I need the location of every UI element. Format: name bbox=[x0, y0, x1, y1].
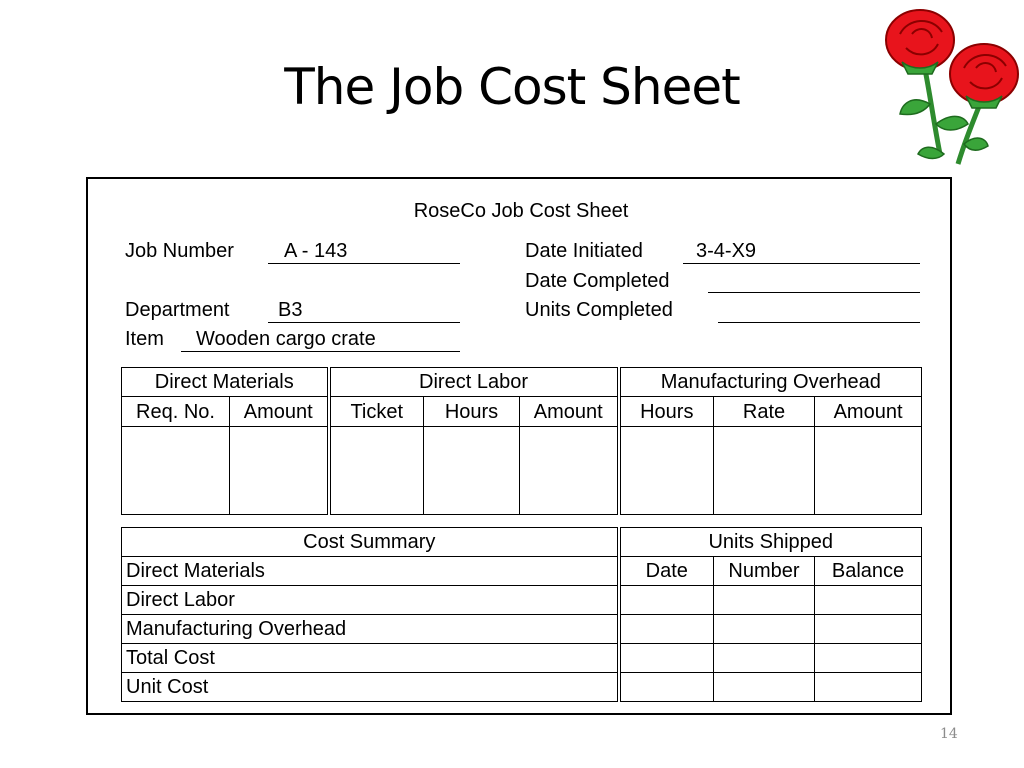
job-number-value: A - 143 bbox=[284, 240, 348, 262]
column-header: Ticket bbox=[329, 397, 424, 427]
department-value: B3 bbox=[278, 299, 303, 321]
table-cell bbox=[815, 673, 922, 702]
column-header: Rate bbox=[714, 397, 815, 427]
item-value: Wooden cargo crate bbox=[196, 328, 376, 350]
column-header: Hours bbox=[424, 397, 520, 427]
red-roses-icon bbox=[872, 4, 1022, 170]
table-cell bbox=[815, 586, 922, 615]
table-cell bbox=[714, 673, 815, 702]
table-cell bbox=[619, 586, 714, 615]
cost-summary-heading: Cost Summary bbox=[122, 528, 619, 557]
table-cell bbox=[619, 427, 714, 515]
summary-table bbox=[121, 527, 922, 702]
table-cell bbox=[619, 615, 714, 644]
column-header: Amount bbox=[230, 397, 329, 427]
summary-row-label: Direct Labor bbox=[122, 586, 619, 615]
date-initiated-label: Date Initiated bbox=[525, 240, 643, 262]
group-direct-materials: Direct Materials bbox=[122, 368, 329, 397]
units-completed-label: Units Completed bbox=[525, 299, 673, 321]
date-completed-label: Date Completed bbox=[525, 270, 670, 292]
summary-row-label: Total Cost bbox=[122, 644, 619, 673]
units-completed-line bbox=[718, 322, 920, 323]
cost-table bbox=[121, 367, 922, 515]
table-cell bbox=[520, 427, 619, 515]
item-label: Item bbox=[125, 328, 164, 350]
summary-row-label: Direct Materials bbox=[122, 557, 619, 586]
date-initiated-value: 3-4-X9 bbox=[696, 240, 757, 262]
table-cell bbox=[714, 586, 815, 615]
table-cell bbox=[424, 427, 520, 515]
page-number: 14 bbox=[940, 726, 958, 742]
group-direct-labor: Direct Labor bbox=[329, 368, 619, 397]
job-number-line bbox=[268, 263, 460, 264]
column-header: Hours bbox=[619, 397, 714, 427]
summary-row-label: Unit Cost bbox=[122, 673, 619, 702]
column-header: Number bbox=[714, 557, 815, 586]
column-header: Req. No. bbox=[122, 397, 230, 427]
item-line bbox=[181, 351, 460, 352]
department-label: Department bbox=[125, 299, 230, 321]
group-manufacturing-overhead: Manufacturing Overhead bbox=[619, 368, 922, 397]
table-cell bbox=[815, 644, 922, 673]
table-cell bbox=[329, 427, 424, 515]
table-cell bbox=[714, 615, 815, 644]
table-cell bbox=[714, 644, 815, 673]
column-header: Amount bbox=[815, 397, 922, 427]
summary-row-label: Manufacturing Overhead bbox=[122, 615, 619, 644]
date-completed-line bbox=[708, 292, 920, 293]
column-header: Balance bbox=[815, 557, 922, 586]
column-header: Date bbox=[619, 557, 714, 586]
column-header: Amount bbox=[520, 397, 619, 427]
sheet-heading: RoseCo Job Cost Sheet bbox=[413, 200, 629, 222]
table-cell bbox=[815, 427, 922, 515]
table-cell bbox=[815, 615, 922, 644]
table-cell bbox=[714, 427, 815, 515]
table-cell bbox=[619, 673, 714, 702]
table-cell bbox=[619, 644, 714, 673]
job-cost-sheet bbox=[86, 177, 952, 715]
units-shipped-heading: Units Shipped bbox=[619, 528, 922, 557]
date-initiated-line bbox=[683, 263, 920, 264]
table-cell bbox=[230, 427, 329, 515]
job-number-label: Job Number bbox=[125, 240, 234, 262]
slide-title: The Job Cost Sheet bbox=[284, 58, 740, 116]
table-cell bbox=[122, 427, 230, 515]
department-line bbox=[268, 322, 460, 323]
